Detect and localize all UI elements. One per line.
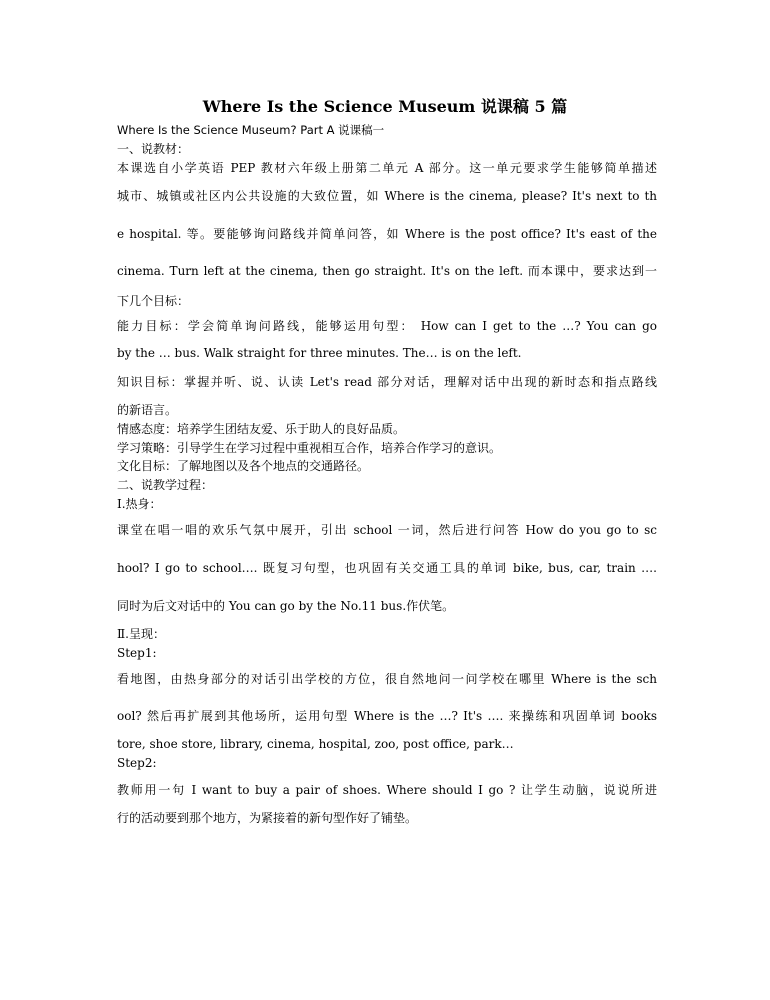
paragraph-line: 的新语言。 (117, 403, 178, 417)
paragraph-line: 本课选自小学英语 PEP 教材六年级上册第二单元 A 部分。这一单元要求学生能够简单描述 (117, 161, 657, 175)
paragraph-line: ool? 然后再扩展到其他场所，运用句型 Where is the …? It's …. 来操练和巩固单词 books (117, 709, 657, 723)
paragraph-line: e hospital. 等。要能够询问路线并简单问答，如 Where is the post office? It's east of the (117, 227, 657, 241)
paragraph-line: hool? I go to school…. 既复习句型，也巩固有关交通工具的单词 bike, bus, car, train …. (117, 561, 657, 575)
subsection-heading: Ⅱ.呈现： (117, 627, 165, 641)
paragraph-line: cinema. Turn left at the cinema, then go straight. It's on the left. 而本课中，要求达到一 (117, 264, 657, 278)
paragraph-line: 看地图，由热身部分的对话引出学校的方位，很自然地问一问学校在哪里 Where is the sch (117, 672, 657, 686)
step-heading: Step1: (117, 646, 157, 660)
subsection-heading: Ⅰ.热身： (117, 497, 162, 511)
step-heading: Step2: (117, 756, 157, 770)
paragraph-line: 行的活动要到那个地方，为紧接着的新句型作好了铺垫。 (117, 811, 418, 825)
subtitle: Where Is the Science Museum? Part A 说课稿一 (117, 123, 385, 137)
paragraph-line: 同时为后文对话中的 You can go by the No.11 bus.作伏笔。 (117, 599, 455, 613)
paragraph-line: 情感态度：培养学生团结友爱、乐于助人的良好品质。 (117, 422, 406, 436)
paragraph-line: 学习策略：引导学生在学习过程中重视相互合作，培养合作学习的意识。 (117, 441, 502, 455)
document-title: Where Is the Science Museum 说课稿 5 篇 (202, 97, 568, 116)
section-heading: 二、说教学过程： (117, 478, 214, 492)
paragraph-line: 课堂在唱一唱的欢乐气氛中展开，引出 school 一词，然后进行问答 How do you go to sc (117, 523, 657, 537)
paragraph-line: 城市、城镇或社区内公共设施的大致位置，如 Where is the cinema, please? It's next to th (117, 189, 657, 203)
paragraph-line: 教师用一句 I want to buy a pair of shoes. Where should I go ? 让学生动脑，说说所进 (117, 783, 657, 797)
section-heading: 一、说教材： (117, 142, 190, 156)
paragraph-line: 知识目标：掌握并听、说、认读 Let's read 部分对话，理解对话中出现的新时态和指点路线 (117, 375, 657, 389)
paragraph-line: by the … bus. Walk straight for three minutes. The… is on the left. (117, 346, 522, 360)
paragraph-line: 文化目标：了解地图以及各个地点的交通路径。 (117, 459, 370, 473)
paragraph-line: tore, shoe store, library, cinema, hospital, zoo, post office, park… (117, 737, 514, 751)
paragraph-line: 下几个目标： (117, 294, 190, 308)
paragraph-line: 能力目标：学会简单询问路线，能够运用句型： How can I get to the …? You can go (117, 319, 657, 333)
